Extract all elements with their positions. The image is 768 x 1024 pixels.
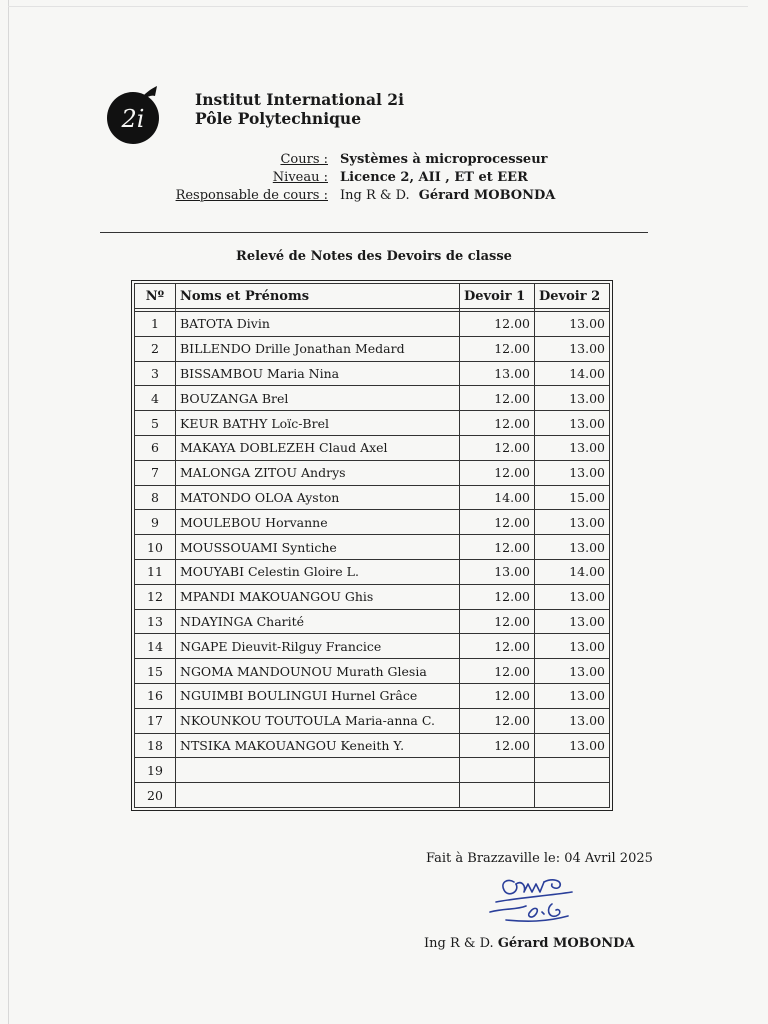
row-devoir-1: 12.00 <box>460 659 535 684</box>
row-number: 15 <box>135 659 176 684</box>
row-number: 10 <box>135 535 176 560</box>
table-row <box>135 584 610 609</box>
grades-body <box>135 312 610 808</box>
grades-table-frame <box>131 280 613 811</box>
row-devoir-2: 13.00 <box>535 510 610 535</box>
row-devoir-2: 13.00 <box>535 708 610 733</box>
row-number: 9 <box>135 510 176 535</box>
row-devoir-1: 14.00 <box>460 485 535 510</box>
row-number: 13 <box>135 609 176 634</box>
row-name: MOULEBOU Horvanne <box>176 510 460 535</box>
row-devoir-2: 13.00 <box>535 535 610 560</box>
row-number: 18 <box>135 733 176 758</box>
table-row <box>135 708 610 733</box>
row-devoir-2: 13.00 <box>535 386 610 411</box>
row-number: 17 <box>135 708 176 733</box>
header-name: Noms et Prénoms <box>176 284 460 309</box>
row-devoir-1: 12.00 <box>460 336 535 361</box>
row-devoir-2: 13.00 <box>535 411 610 436</box>
row-number: 14 <box>135 634 176 659</box>
institute-logo <box>103 82 167 146</box>
table-row <box>135 609 610 634</box>
cours-value: Systèmes à microprocesseur <box>340 152 548 167</box>
row-name: MAKAYA DOBLEZEH Claud Axel <box>176 435 460 460</box>
row-number: 20 <box>135 783 176 808</box>
niveau-value: Licence 2, AII , ET et EER <box>340 170 528 185</box>
header-devoir-2: Devoir 2 <box>535 284 610 309</box>
row-devoir-1: 12.00 <box>460 535 535 560</box>
row-devoir-2: 13.00 <box>535 634 610 659</box>
grades-table <box>134 283 610 808</box>
niveau-label: Niveau : <box>272 170 328 185</box>
table-row <box>135 559 610 584</box>
row-number: 2 <box>135 336 176 361</box>
signature-image <box>486 872 582 930</box>
row-name <box>176 783 460 808</box>
row-devoir-2: 13.00 <box>535 733 610 758</box>
table-row <box>135 758 610 783</box>
row-devoir-1: 12.00 <box>460 683 535 708</box>
row-name: MATONDO OLOA Ayston <box>176 485 460 510</box>
row-name: NDAYINGA Charité <box>176 609 460 634</box>
table-row <box>135 683 610 708</box>
signatory-name: Gérard MOBONDA <box>497 936 635 951</box>
signatory <box>424 936 634 951</box>
institute-name <box>195 90 404 128</box>
row-devoir-2 <box>535 783 610 808</box>
table-row <box>135 634 610 659</box>
institute-line-1: Institut International 2i <box>195 90 404 109</box>
row-name: NKOUNKOU TOUTOULA Maria-anna C. <box>176 708 460 733</box>
row-devoir-1 <box>460 758 535 783</box>
institute-line-2: Pôle Polytechnique <box>195 109 362 128</box>
table-header-row <box>135 284 610 309</box>
row-number: 8 <box>135 485 176 510</box>
row-devoir-2: 13.00 <box>535 460 610 485</box>
row-name: BOUZANGA Brel <box>176 386 460 411</box>
row-devoir-1: 12.00 <box>460 460 535 485</box>
header-separator <box>100 232 648 233</box>
row-devoir-2: 14.00 <box>535 361 610 386</box>
row-devoir-2: 13.00 <box>535 312 610 337</box>
row-number: 16 <box>135 683 176 708</box>
row-devoir-1: 12.00 <box>460 386 535 411</box>
responsable-prefix: Ing R & D. <box>340 188 410 203</box>
course-info-labels <box>150 151 328 205</box>
row-devoir-1 <box>460 783 535 808</box>
row-name: MPANDI MAKOUANGOU Ghis <box>176 584 460 609</box>
row-number: 12 <box>135 584 176 609</box>
row-devoir-1: 12.00 <box>460 634 535 659</box>
row-name: BILLENDO Drille Jonathan Medard <box>176 336 460 361</box>
row-number: 3 <box>135 361 176 386</box>
row-devoir-2: 13.00 <box>535 683 610 708</box>
row-devoir-2: 14.00 <box>535 559 610 584</box>
row-number: 7 <box>135 460 176 485</box>
responsable-value <box>340 187 555 205</box>
row-devoir-1: 12.00 <box>460 411 535 436</box>
logo-text: 2i <box>121 105 145 133</box>
row-number: 5 <box>135 411 176 436</box>
row-devoir-2 <box>535 758 610 783</box>
row-number: 1 <box>135 312 176 337</box>
row-devoir-1: 12.00 <box>460 609 535 634</box>
table-row <box>135 733 610 758</box>
row-name: KEUR BATHY Loïc-Brel <box>176 411 460 436</box>
row-name: MALONGA ZITOU Andrys <box>176 460 460 485</box>
row-number: 11 <box>135 559 176 584</box>
header-devoir-1: Devoir 1 <box>460 284 535 309</box>
row-name: MOUSSOUAMI Syntiche <box>176 535 460 560</box>
row-devoir-1: 12.00 <box>460 584 535 609</box>
table-row <box>135 783 610 808</box>
row-devoir-1: 12.00 <box>460 733 535 758</box>
row-devoir-1: 12.00 <box>460 312 535 337</box>
responsable-label: Responsable de cours : <box>175 188 328 203</box>
place-date: Fait à Brazzaville le: 04 Avril 2025 <box>426 851 653 866</box>
row-name: MOUYABI Celestin Gloire L. <box>176 559 460 584</box>
table-row <box>135 386 610 411</box>
row-devoir-2: 13.00 <box>535 435 610 460</box>
scan-top-line <box>8 6 748 7</box>
table-row <box>135 510 610 535</box>
scan-edge-line <box>8 0 9 1024</box>
row-name: NGAPE Dieuvit-Rilguy Francice <box>176 634 460 659</box>
row-devoir-2: 13.00 <box>535 336 610 361</box>
responsable-name: Gérard MOBONDA <box>418 188 556 203</box>
signatory-prefix: Ing R & D. <box>424 936 494 951</box>
row-devoir-1: 12.00 <box>460 435 535 460</box>
row-devoir-2: 13.00 <box>535 609 610 634</box>
row-number: 4 <box>135 386 176 411</box>
table-row <box>135 485 610 510</box>
table-row <box>135 336 610 361</box>
row-devoir-1: 12.00 <box>460 510 535 535</box>
table-row <box>135 460 610 485</box>
table-row <box>135 411 610 436</box>
table-row <box>135 659 610 684</box>
row-devoir-1: 13.00 <box>460 361 535 386</box>
cours-label: Cours : <box>280 152 328 167</box>
row-devoir-1: 13.00 <box>460 559 535 584</box>
row-devoir-1: 12.00 <box>460 708 535 733</box>
row-name: NGOMA MANDOUNOU Murath Glesia <box>176 659 460 684</box>
table-row <box>135 435 610 460</box>
table-row <box>135 535 610 560</box>
course-info-values <box>340 151 555 205</box>
row-name: NTSIKA MAKOUANGOU Keneith Y. <box>176 733 460 758</box>
row-devoir-2: 13.00 <box>535 659 610 684</box>
row-name <box>176 758 460 783</box>
table-row <box>135 361 610 386</box>
document-title: Relevé de Notes des Devoirs de classe <box>236 249 512 264</box>
row-number: 6 <box>135 435 176 460</box>
row-devoir-2: 13.00 <box>535 584 610 609</box>
header-number: Nº <box>135 284 176 309</box>
table-row <box>135 312 610 337</box>
row-name: BATOTA Divin <box>176 312 460 337</box>
row-name: NGUIMBI BOULINGUI Hurnel Grâce <box>176 683 460 708</box>
row-name: BISSAMBOU Maria Nina <box>176 361 460 386</box>
row-devoir-2: 15.00 <box>535 485 610 510</box>
row-number: 19 <box>135 758 176 783</box>
